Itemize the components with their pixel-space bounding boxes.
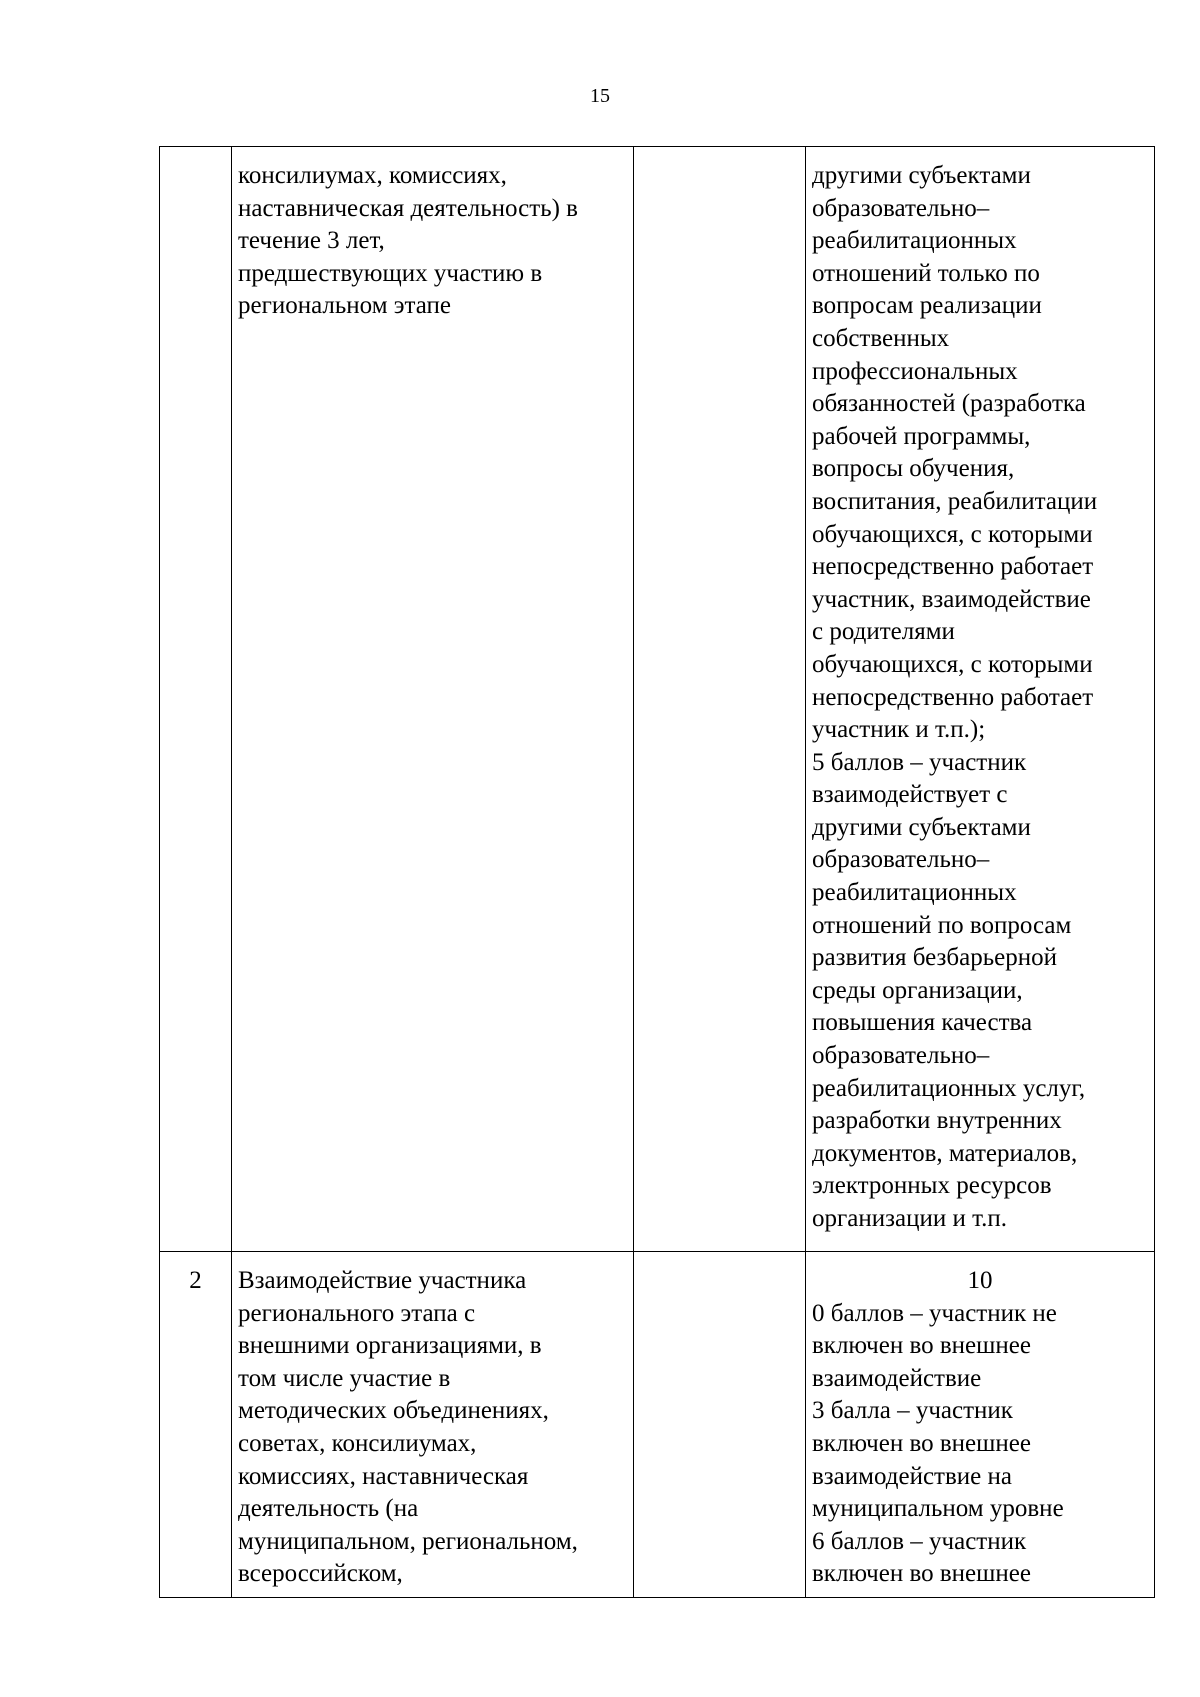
score-line: участник и т.п.); [812, 716, 986, 744]
score-line: отношений по вопросам [812, 911, 1072, 939]
score-line: среды организации, [812, 976, 1023, 1004]
score-line: другими субъектами [812, 813, 1031, 841]
score-line: участник, взаимодействие [812, 585, 1091, 613]
score-line: 5 баллов – участник [812, 748, 1027, 776]
row-number-cell [160, 147, 232, 1252]
blank-cell [634, 1252, 806, 1598]
score-line: обучающихся, с которыми [812, 520, 1093, 548]
criterion-line: комиссиях, наставническая [238, 1462, 529, 1490]
score-cell [806, 1252, 1155, 1598]
criterion-line: предшествующих участию в [238, 259, 543, 287]
score-line: собственных [812, 324, 950, 352]
score-line: 0 баллов – участник не [812, 1299, 1057, 1327]
score-cell [806, 147, 1155, 1252]
table-row [160, 147, 1155, 1252]
score-line: развития безбарьерной [812, 944, 1057, 972]
score-line: непосредственно работает [812, 553, 1094, 581]
score-line: отношений только по [812, 259, 1040, 287]
score-line: обязанностей (разработка [812, 390, 1086, 418]
score-line: вопросам реализации [812, 292, 1042, 320]
score-line: образовательно– [812, 846, 990, 874]
score-line: документов, материалов, [812, 1139, 1078, 1167]
score-line: взаимодействие на [812, 1462, 1012, 1490]
score-line: взаимодействие [812, 1364, 982, 1392]
criterion-line: деятельность (на [238, 1495, 419, 1523]
criterion-cell [232, 1252, 634, 1598]
score-line: рабочей программы, [812, 422, 1031, 450]
criterion-line: консилиумах, комиссиях, [238, 162, 507, 189]
score-line: включен во внешнее [812, 1429, 1031, 1457]
score-line: электронных ресурсов [812, 1172, 1052, 1200]
score-line: обучающихся, с которыми [812, 650, 1093, 678]
criterion-line: регионального этапа с [238, 1299, 476, 1327]
criterion-line: течение 3 лет, [238, 227, 385, 255]
max-score: 10 [967, 1267, 993, 1294]
score-line: с родителями [812, 618, 955, 646]
score-line: 3 балла – участник [812, 1397, 1013, 1425]
criterion-line: советах, консилиумах, [238, 1429, 477, 1457]
criterion-line: методических объединениях, [238, 1397, 549, 1425]
score-line: включен во внешнее [812, 1560, 1031, 1588]
score-line: муниципальном уровне [812, 1495, 1064, 1523]
score-line: 6 баллов – участник [812, 1527, 1027, 1555]
criterion-line: внешними организациями, в [238, 1332, 542, 1360]
score-line: реабилитационных [812, 227, 1017, 255]
score-line: взаимодействует с [812, 781, 1008, 809]
score-line: образовательно– [812, 194, 990, 222]
criterion-line: региональном этапе [238, 292, 451, 320]
score-line: профессиональных [812, 357, 1018, 385]
criterion-line: всероссийском, [238, 1560, 403, 1588]
criteria-table [159, 146, 1155, 1598]
row-number-cell: 2 [160, 1252, 232, 1598]
score-line: воспитания, реабилитации [812, 487, 1098, 515]
score-line: реабилитационных услуг, [812, 1074, 1086, 1102]
score-line: повышения качества [812, 1009, 1033, 1037]
blank-cell [634, 147, 806, 1252]
criterion-cell [232, 147, 634, 1252]
criterion-line: наставническая деятельность) в [238, 194, 578, 222]
page-number: 15 [590, 85, 610, 107]
score-line: включен во внешнее [812, 1332, 1031, 1360]
score-line: образовательно– [812, 1042, 990, 1070]
score-line: разработки внутренних [812, 1107, 1062, 1135]
score-line: вопросы обучения, [812, 455, 1015, 483]
table-row [160, 1252, 1155, 1598]
score-line: реабилитационных [812, 879, 1017, 907]
criterion-line: Взаимодействие участника [238, 1267, 527, 1294]
score-line: организации и т.п. [812, 1205, 1008, 1232]
criterion-line: том числе участие в [238, 1364, 451, 1392]
score-line: непосредственно работает [812, 683, 1094, 711]
criterion-line: муниципальном, региональном, [238, 1527, 578, 1555]
score-line: другими субъектами [812, 162, 1031, 189]
